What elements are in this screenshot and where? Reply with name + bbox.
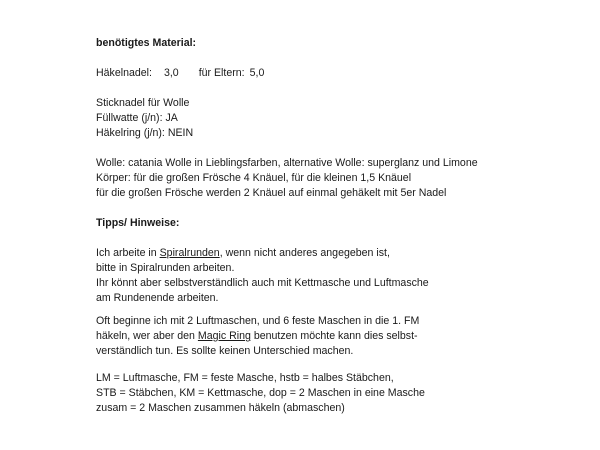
sticknadel-line: Sticknadel für Wolle: [96, 97, 190, 109]
tipps-p2-pre: häkeln, wer aber den: [96, 330, 198, 342]
grosse-froesche-line: für die großen Frösche werden 2 Knäuel auf einmal gehäkelt mit 5er Nadel: [96, 187, 447, 199]
fuellwatte-line: Füllwatte (j/n): JA: [96, 112, 178, 124]
haekelnadel-line: [96, 66, 264, 80]
eltern-value: 5,0: [249, 67, 265, 79]
magic-ring-link[interactable]: Magic Ring: [197, 330, 251, 342]
tipps-p1-line1: [96, 246, 390, 260]
haekelnadel-label: Häkelnadel:: [96, 67, 152, 79]
tipps-p2-post: benutzen möchte kann dies selbst-: [250, 330, 418, 342]
tipps-p1-line3: Ihr könnt aber selbstverständlich auch mit Kettmasche und Luftmasche: [96, 277, 429, 289]
koerper-line: Körper: für die großen Frösche 4 Knäuel, für die kleinen 1,5 Knäuel: [96, 172, 412, 184]
tipps-p1-pre: Ich arbeite in: [96, 247, 160, 259]
eltern-label: für Eltern:: [198, 67, 245, 79]
abbrev-line1: LM = Luftmasche, FM = feste Masche, hstb = halbes Stäbchen,: [96, 372, 394, 384]
tipps-p1-line4: am Rundenende arbeiten.: [96, 292, 219, 304]
tipps-p2-line2: [96, 329, 418, 343]
haekelnadel-value: 3,0: [163, 67, 179, 79]
tipps-p2-line1: Oft beginne ich mit 2 Luftmaschen, und 6 feste Maschen in die 1. FM: [96, 315, 420, 327]
material-heading: benötigtes Material:: [96, 37, 197, 49]
tipps-p1-post: , wenn nicht anderes angegeben ist,: [219, 247, 390, 259]
haekelring-line: Häkelring (j/n): NEIN: [96, 127, 194, 139]
spiralrunden-link[interactable]: Spiralrunden: [159, 247, 220, 259]
abbrev-line2: STB = Stäbchen, KM = Kettmasche, dop = 2 Maschen in eine Masche: [96, 387, 425, 399]
abbrev-line3: zusam = 2 Maschen zusammen häkeln (abmaschen): [96, 402, 345, 414]
tipps-p1-line2: bitte in Spiralrunden arbeiten.: [96, 262, 235, 274]
tipps-p2-line3: verständlich tun. Es sollte keinen Unterschied machen.: [96, 345, 354, 357]
tipps-heading: Tipps/ Hinweise:: [96, 217, 180, 229]
wolle-line: Wolle: catania Wolle in Lieblingsfarben, alternative Wolle: superglanz und Limone: [96, 157, 478, 169]
